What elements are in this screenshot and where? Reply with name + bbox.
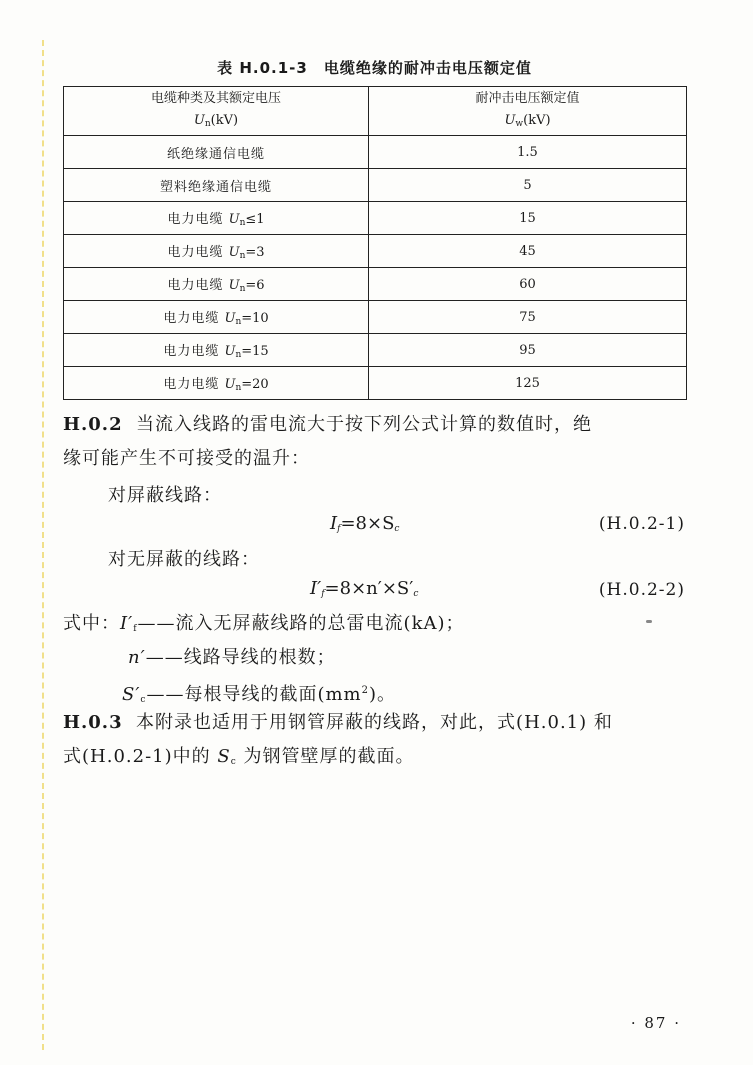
table-number: 表 H.0.1-3 [217, 59, 308, 77]
unshielded-label: 对无屏蔽的线路： [108, 549, 260, 570]
cell-impulse-voltage: 1.5 [369, 136, 687, 169]
table-row [64, 268, 687, 301]
clause-h02: H.0.2 当流入线路的雷电流大于按下列公式计算的数值时，绝 缘可能产生不可接受的温升： [63, 414, 593, 469]
table-row [64, 367, 687, 400]
cell-cable-type: 电力电缆 $U_n=3$ [64, 235, 369, 268]
table-row [64, 301, 687, 334]
cell-impulse-voltage: 45 [369, 235, 687, 268]
formula-h02-2: $I'_f=8\times n'\times S'_c$ [310, 578, 419, 599]
table-row [64, 202, 687, 235]
cell-impulse-voltage: 60 [369, 268, 687, 301]
where-item-1: 式中：$I'_f——$流入无屏蔽线路的总雷电流(kA)； [63, 613, 465, 634]
shielded-label: 对屏蔽线路： [108, 485, 222, 506]
rated-impulse-voltage-table [63, 86, 687, 400]
table-row [64, 235, 687, 268]
cell-impulse-voltage: 5 [369, 169, 687, 202]
where-item-3: $S'_c——$每根导线的截面$(mm^2)$。 [122, 684, 397, 705]
table-row [64, 334, 687, 367]
cell-impulse-voltage: 125 [369, 367, 687, 400]
formula-number-1: (H.0.2-1) [598, 514, 685, 534]
cell-cable-type: 电力电缆 $U_n=10$ [64, 301, 369, 334]
cell-impulse-voltage: 75 [369, 301, 687, 334]
table-header-row [64, 87, 687, 136]
cell-cable-type: 纸绝缘通信电缆 [64, 136, 369, 169]
where-item-2: n′——线路导线的根数； [128, 647, 336, 668]
clause-h03-label: H.0.3 [63, 712, 123, 733]
header-cable-type: 电缆种类及其额定电压 $U_n(kV)$ [64, 87, 369, 136]
header-impulse-voltage: 耐冲击电压额定值 $U_w(kV)$ [369, 87, 687, 136]
table-title: 电缆绝缘的耐冲击电压额定值 [323, 59, 532, 77]
cell-cable-type: 塑料绝缘通信电缆 [64, 169, 369, 202]
cell-impulse-voltage: 95 [369, 334, 687, 367]
formula-number-2: (H.0.2-2) [598, 580, 685, 600]
cell-cable-type: 电力电缆 $U_n=15$ [64, 334, 369, 367]
clause-h02-label: H.0.2 [63, 414, 123, 435]
table-row [64, 169, 687, 202]
clause-h03: H.0.3 本附录也适用于用钢管屏蔽的线路，对此，式(H.0.1) 和 式(H.0.2-1)中的 $S_c$ 为钢管壁厚的截面。 [63, 712, 613, 767]
formula-h02-1: $I_f=8\times S_c$ [330, 513, 400, 534]
table-caption [63, 57, 686, 78]
cell-cable-type: 电力电缆 $U_n=6$ [64, 268, 369, 301]
cell-cable-type: 电力电缆 $U_n=20$ [64, 367, 369, 400]
binding-margin-line [42, 40, 44, 1050]
cell-cable-type: 电力电缆 $U_n\le 1$ [64, 202, 369, 235]
scan-speck [646, 620, 652, 623]
cell-impulse-voltage: 15 [369, 202, 687, 235]
table-row [64, 136, 687, 169]
page-number: · 87 · [630, 1014, 681, 1032]
